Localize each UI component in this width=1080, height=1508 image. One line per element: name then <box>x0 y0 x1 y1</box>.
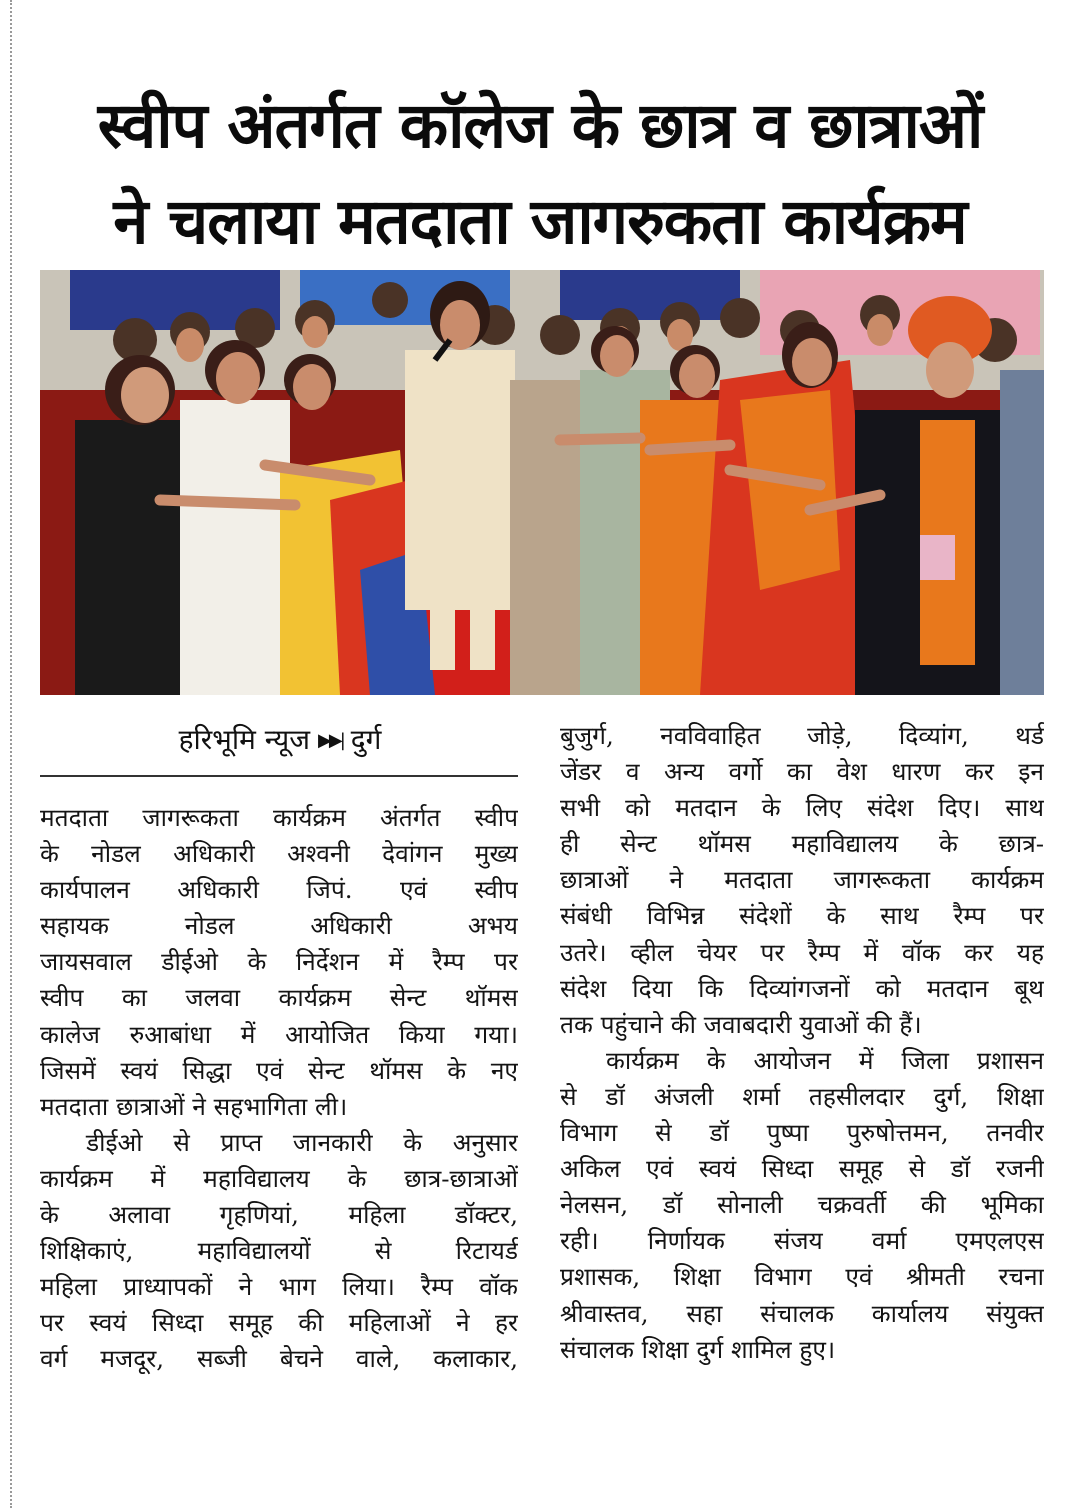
article-column-right <box>560 718 1044 1368</box>
article-line: सभी को मतदान के लिए संदेश दिए। साथ <box>560 793 1044 823</box>
article-line: तक पहुंचाने की जवाबदारी युवाओं की हैं। <box>560 1009 922 1039</box>
article-line: कार्यक्रम में महाविद्यालय के छात्र-छात्राओं <box>40 1163 518 1193</box>
article-line: ही सेन्ट थॉमस महाविद्यालय के छात्र- <box>560 829 1044 859</box>
article-line: छात्राओं ने मतदाता जागरूकता कार्यक्रम <box>560 865 1044 895</box>
article-line: डीईओ से प्राप्त जानकारी के अनुसार <box>86 1127 518 1157</box>
article-line: नेलसन, डॉ सोनाली चक्रवर्ती की भूमिका <box>560 1190 1044 1220</box>
article-line: कार्यपालन अधिकारी जिपं. एवं स्वीप <box>40 875 518 905</box>
credit-location: दुर्ग <box>350 723 382 756</box>
article-line: कार्यक्रम के आयोजन में जिला प्रशासन <box>606 1045 1044 1075</box>
article-line: वर्ग मजदूर, सब्जी बेचने वाले, कलाकार, <box>40 1344 518 1374</box>
credit-separator-icon: ▶▶| <box>318 730 343 751</box>
article-line: रही। निर्णायक संजय वर्मा एमएलएस <box>560 1226 1044 1256</box>
article-line: मतदाता जागरूकता कार्यक्रम अंतर्गत स्वीप <box>40 803 518 832</box>
headline-line-1: स्वीप अंतर्गत कॉलेज के छात्र व छात्राओं <box>97 89 983 162</box>
article-line: विभाग से डॉ पुष्पा पुरुषोत्तमन, तनवीर <box>560 1118 1044 1148</box>
credit-divider <box>40 775 518 777</box>
article-line: श्रीवास्तव, सहा संचालक कार्यालय संयुक्त <box>560 1298 1044 1328</box>
article-line: प्रशासक, शिक्षा विभाग एवं श्रीमती रचना <box>560 1262 1044 1292</box>
news-credit <box>40 712 520 772</box>
headline-line-2: ने चलाया मतदाता जागरुकता कार्यक्रम <box>113 185 967 258</box>
article-line: जेंडर व अन्य वर्गो का वेश धारण कर इन <box>560 757 1044 787</box>
article-line: जायसवाल डीईओ के निर्देशन में रैम्प पर <box>40 947 518 977</box>
article-line: बुजुर्ग, नवविवाहित जोड़े, दिव्यांग, थर्ड <box>560 721 1044 750</box>
margin-dotted-rule <box>10 0 12 1508</box>
article-line: के नोडल अधिकारी अश्वनी देवांगन मुख्य <box>40 839 518 869</box>
credit-source: हरिभूमि न्यूज <box>178 723 311 756</box>
news-photo <box>40 270 1044 695</box>
article-line: मतदाता छात्राओं ने सहभागिता ली। <box>40 1091 348 1121</box>
article-line: सहायक नोडल अधिकारी अभय <box>40 911 518 941</box>
article-line: स्वीप का जलवा कार्यक्रम सेन्ट थॉमस <box>40 983 518 1013</box>
news-photo-rally-icon <box>40 270 1044 695</box>
article-column-left <box>40 800 518 1378</box>
article-line: पर स्वयं सिध्दा समूह की महिलाओं ने हर <box>40 1308 518 1338</box>
article-line: शिक्षिकाएं, महाविद्यालयों से रिटायर्ड <box>40 1236 518 1266</box>
article-line: संबंधी विभिन्न संदेशों के साथ रैम्प पर <box>560 901 1044 931</box>
article-line: संदेश दिया कि दिव्यांगजनों को मतदान बूथ <box>560 973 1044 1003</box>
headline <box>40 78 1040 270</box>
article-line: के अलावा गृहणियां, महिला डॉक्टर, <box>40 1200 518 1230</box>
article-line: महिला प्राध्यापकों ने भाग लिया। रैम्प वॉक <box>40 1272 518 1302</box>
article-line: जिसमें स्वयं सिद्धा एवं सेन्ट थॉमस के नए <box>40 1055 518 1085</box>
article-line: संचालक शिक्षा दुर्ग शामिल हुए। <box>560 1334 836 1364</box>
article-line: से डॉ अंजली शर्मा तहसीलदार दुर्ग, शिक्षा <box>560 1081 1044 1111</box>
article-line: कालेज रुआबांधा में आयोजित किया गया। <box>40 1019 518 1049</box>
article-line: अकिल एवं स्वयं सिध्दा समूह से डॉ रजनी <box>560 1154 1044 1184</box>
article-line: उतरे। व्हील चेयर पर रैम्प में वॉक कर यह <box>560 937 1044 967</box>
